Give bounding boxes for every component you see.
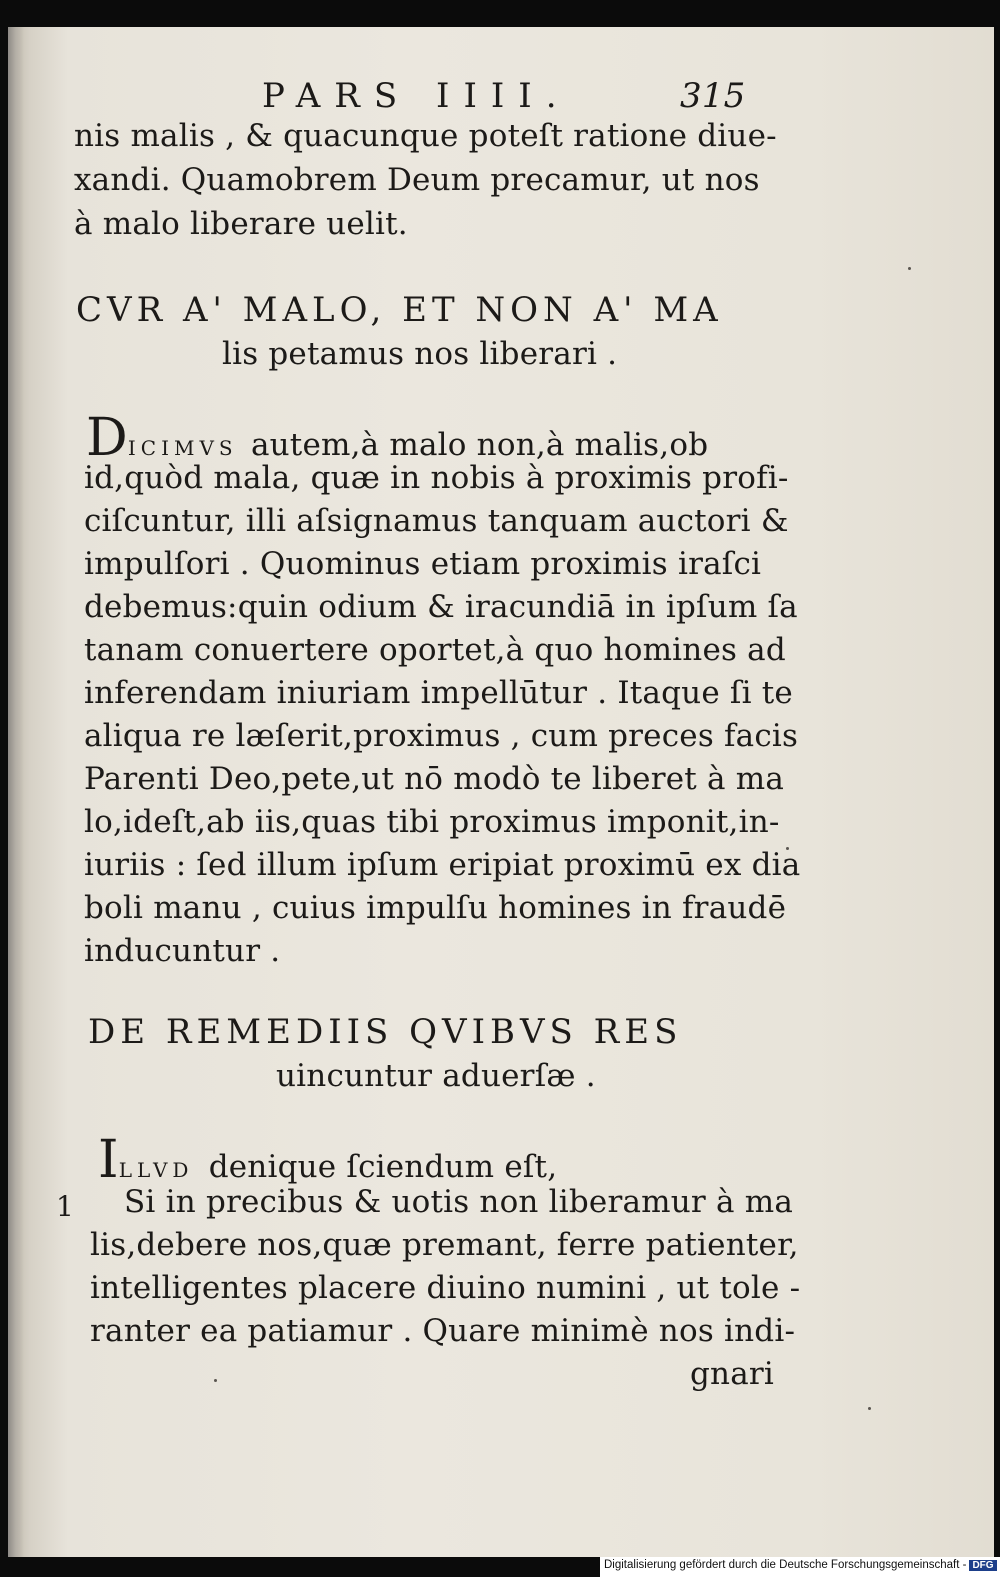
drop-capital: D [86,408,128,468]
margin-number: 1 [56,1190,75,1223]
drop-capital: I [98,1130,119,1190]
text-line: inferendam iniuriam impellūtur . Itaque ſi te [84,675,793,711]
first-line-text: denique ſciendum eſt, [208,1149,558,1185]
first-line [98,1130,558,1190]
text-line: xandi. Quamobrem Deum precamur, ut nos [74,162,760,198]
first-line [86,408,709,468]
page-number: 315 [680,76,746,116]
text-line: tanam conuertere oportet,à quo homines ad [84,632,786,668]
text-line: lis,debere nos,quæ premant, ferre patienter, [90,1227,799,1263]
catchword: gnari [690,1356,775,1392]
first-line-text: autem,à malo non,à malis,ob [250,427,709,463]
text-line: iuriis : ſed illum ipſum eripiat proximū ex dia [84,847,801,883]
credit-text: Digitalisierung gefördert durch die Deutsche Forschungsgemeinschaft - [604,1559,967,1571]
text-line: ranter ea patiamur . Quare minimè nos indi- [90,1313,796,1349]
text-line: Si in precibus & uotis non liberamur à ma [124,1184,794,1220]
text-line: lo,ideſt,ab iis,quas tibi proximus imponit,in- [84,804,780,840]
first-word-smallcaps: LLVD [118,1158,194,1182]
text-line: debemus:quin odium & iracundiā in ipſum ſa [84,589,798,625]
section-heading: DE REMEDIIS QVIBVS RES [88,1012,683,1052]
section-heading-subline: lis petamus nos liberari . [222,336,618,372]
text-line: aliqua re læſerit,proximus , cum preces facis [84,718,799,754]
text-line: boli manu , cuius impulſu homines in fraudē [84,890,787,926]
text-line: id,quòd mala, quæ in nobis à proximis profi- [84,460,789,496]
text-line: inducuntur . [84,933,281,969]
text-line: intelligentes placere diuino numini , ut tole - [90,1270,801,1306]
text-line: nis malis , & quacunque poteſt ratione diue- [74,118,777,154]
text-line: impulſori . Quominus etiam proximis iraſci [84,546,762,582]
text-line: à malo liberare uelit. [74,206,408,242]
section-heading-subline: uincuntur aduerſæ . [276,1058,596,1094]
section-heading: CVR A' MALO, ET NON A' MA [76,290,723,330]
running-title: PARS IIII. [262,76,571,116]
digitization-credit [604,1559,997,1571]
text-line: Parenti Deo,pete,ut nō modò te liberet à ma [84,761,785,797]
first-word-smallcaps: ICIMVS [127,436,238,460]
dfg-logo: DFG [969,1560,996,1571]
text-line: ciſcuntur, illi aſsignamus tanquam auctori & [84,503,789,539]
